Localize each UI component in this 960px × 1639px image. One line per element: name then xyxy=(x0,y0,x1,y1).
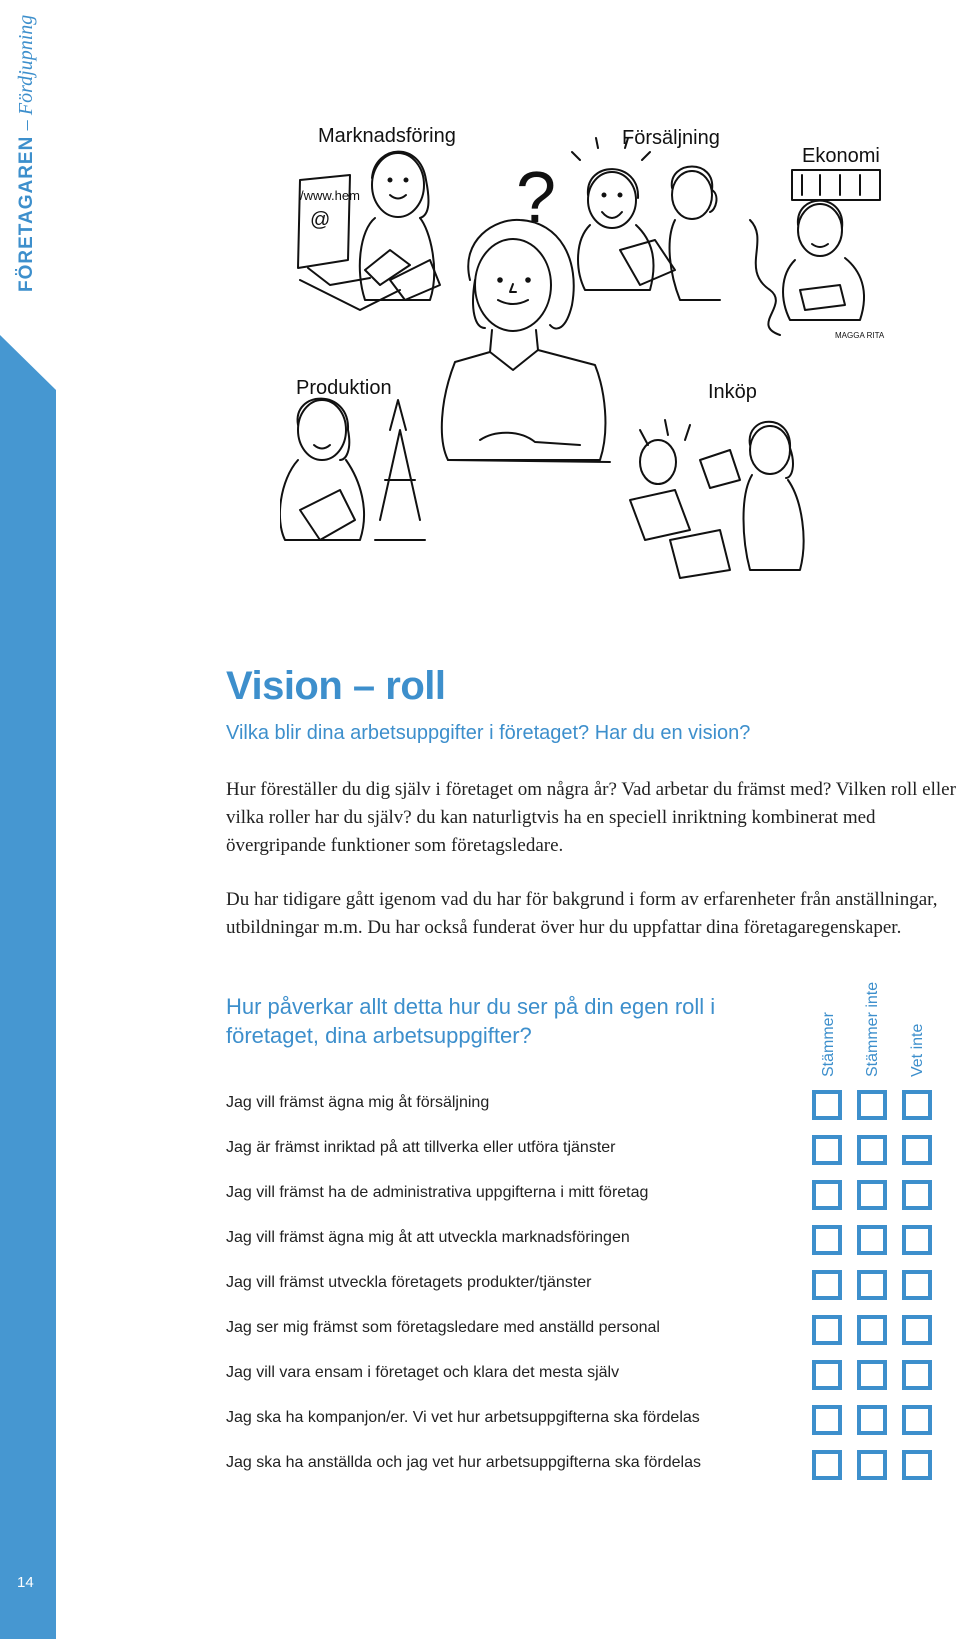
sidebar xyxy=(0,0,56,1639)
checkbox-stammer[interactable] xyxy=(812,1360,842,1390)
page-number: 14 xyxy=(17,1574,34,1591)
question-heading: Hur påverkar allt detta hur du ser på din egen roll i företaget, dina arbetsuppgifter? xyxy=(226,994,716,1048)
purchasing-person-drawing xyxy=(630,420,804,578)
label-inkop: Inköp xyxy=(708,381,757,403)
statement-text: Jag ska ha kompanjon/er. Vi vet hur arbetsuppgifterna ska fördelas xyxy=(226,1409,700,1426)
svg-text:?: ? xyxy=(516,158,557,238)
checkbox-vet-inte[interactable] xyxy=(902,1450,932,1480)
label-produktion: Produktion xyxy=(296,377,392,399)
economy-person-drawing xyxy=(750,170,885,340)
checkbox-vet-inte[interactable] xyxy=(902,1135,932,1165)
section-title-text: FÖRETAGAREN xyxy=(16,135,37,292)
checkbox-stammer[interactable] xyxy=(812,1270,842,1300)
checkbox-vet-inte[interactable] xyxy=(902,1090,932,1120)
paragraph-1: Hur föreställer du dig själv i företaget om några år? Vad arbetar du främst med? Vilken roll eller vilka roller har du själv? du kan naturligtvis ha en speciell inriktning kombinerat med övergripande funktioner som företagsledare. xyxy=(226,779,956,856)
checkbox-stammer[interactable] xyxy=(812,1135,842,1165)
sales-person-drawing xyxy=(572,138,720,300)
checkbox-stammer-inte[interactable] xyxy=(857,1450,887,1480)
statement-text: Jag vill främst ägna mig åt försäljning xyxy=(226,1094,490,1111)
statement-text: Jag är främst inriktad på att tillverka eller utföra tjänster xyxy=(226,1139,616,1156)
checkbox-vet-inte[interactable] xyxy=(902,1360,932,1390)
label-ekonomi: Ekonomi xyxy=(802,145,880,167)
checkbox-stammer[interactable] xyxy=(812,1180,842,1210)
checkbox-stammer-inte[interactable] xyxy=(857,1315,887,1345)
column-header-stammer-inte: Stämmer inte xyxy=(864,981,881,1077)
at-sign-text: @ xyxy=(310,209,331,231)
paragraph-2: Du har tidigare gått igenom vad du har för bakgrund i form av erfarenheter från anställningar, utbildningar m.m. Du har också funderat över hur du uppfattar dina företagaregenskaper. xyxy=(226,889,938,938)
checkbox-stammer-inte[interactable] xyxy=(857,1360,887,1390)
checkbox-stammer-inte[interactable] xyxy=(857,1270,887,1300)
marketing-person-drawing xyxy=(298,152,440,310)
checkbox-stammer[interactable] xyxy=(812,1450,842,1480)
checkbox-vet-inte[interactable] xyxy=(902,1405,932,1435)
checkbox-vet-inte[interactable] xyxy=(902,1180,932,1210)
screen-url-text: /www.hem xyxy=(300,188,360,203)
checkbox-stammer-inte[interactable] xyxy=(857,1135,887,1165)
checkbox-stammer[interactable] xyxy=(812,1405,842,1435)
section-title xyxy=(6,12,46,292)
subtitle: Vilka blir dina arbetsuppgifter i företaget? Har du en vision? xyxy=(226,722,751,744)
statement-text: Jag vill vara ensam i företaget och klara det mesta själv xyxy=(226,1364,620,1381)
production-person-drawing xyxy=(280,399,425,540)
statement-text: Jag vill främst utveckla företagets produkter/tjänster xyxy=(226,1274,592,1291)
checkbox-vet-inte[interactable] xyxy=(902,1315,932,1345)
statement-text: Jag vill främst ägna mig åt att utveckla marknadsföringen xyxy=(226,1229,630,1246)
column-header-vet-inte: Vet inte xyxy=(909,1023,926,1077)
column-header-stammer: Stämmer xyxy=(820,1012,837,1077)
label-marknadsforing: Marknadsföring xyxy=(318,125,456,147)
question-mark-icon xyxy=(516,158,556,238)
section-subtitle: Fördjupning xyxy=(15,14,37,116)
label-forsaljning: Försäljning xyxy=(622,127,720,149)
checkbox-vet-inte[interactable] xyxy=(902,1270,932,1300)
checkbox-stammer[interactable] xyxy=(812,1090,842,1120)
statement-text: Jag ser mig främst som företagsledare med anställd personal xyxy=(226,1319,660,1336)
checkbox-stammer[interactable] xyxy=(812,1225,842,1255)
statement-text: Jag vill främst ha de administrativa uppgifterna i mitt företag xyxy=(226,1184,649,1201)
checkbox-stammer-inte[interactable] xyxy=(857,1225,887,1255)
roles-illustration xyxy=(280,100,920,620)
checkbox-stammer-inte[interactable] xyxy=(857,1405,887,1435)
central-woman-drawing xyxy=(442,220,610,462)
checkbox-stammer-inte[interactable] xyxy=(857,1090,887,1120)
artist-signature: MAGGA RITA xyxy=(835,331,885,340)
checkbox-vet-inte[interactable] xyxy=(902,1225,932,1255)
checkbox-stammer[interactable] xyxy=(812,1315,842,1345)
statement-text: Jag ska ha anställda och jag vet hur arbetsuppgifterna ska fördelas xyxy=(226,1454,701,1471)
section-title-dash: – xyxy=(15,120,37,131)
page-title: Vision – roll xyxy=(226,664,446,708)
checkbox-stammer-inte[interactable] xyxy=(857,1180,887,1210)
